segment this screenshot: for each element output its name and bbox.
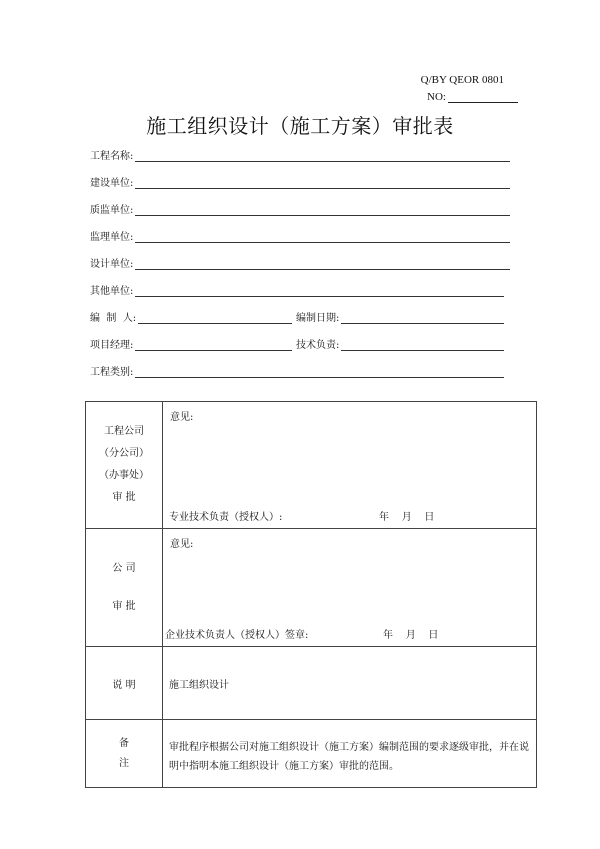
remarks-cell: [163, 720, 537, 788]
field-compiler: [90, 309, 292, 324]
opinion-label: 意见:: [170, 539, 194, 550]
label-line: （分公司）: [99, 448, 149, 459]
label-line: 备: [119, 737, 129, 749]
label-line: （办事处）: [99, 470, 149, 481]
construction-unit-blank[interactable]: [135, 177, 510, 189]
document-number-label: NO:: [427, 91, 446, 103]
page-title: 施工组织设计（施工方案）审批表: [146, 114, 454, 138]
company-approval-cell[interactable]: [163, 529, 537, 647]
label-line: 审 批: [112, 492, 136, 503]
project-manager-blank[interactable]: [135, 339, 292, 351]
field-quality-supervision-unit: [90, 201, 510, 216]
field-label: 设计单位:: [90, 259, 134, 270]
table-row-remarks: [86, 720, 537, 788]
field-project-manager: [90, 336, 292, 351]
date-label: 年 月 日: [383, 630, 439, 641]
description-content: 施工组织设计: [169, 679, 229, 691]
design-unit-blank[interactable]: [135, 258, 510, 270]
label-line: 工程公司: [104, 426, 144, 437]
field-project-category: [90, 363, 504, 378]
compiler-blank[interactable]: [138, 312, 292, 324]
field-label: 项目经理:: [90, 340, 134, 351]
label-line: 注: [119, 757, 129, 769]
opinion-label: 意见:: [170, 412, 194, 423]
document-number-blank[interactable]: [448, 90, 518, 103]
branch-approval-cell[interactable]: [163, 402, 537, 529]
signature-line: [165, 626, 439, 641]
compile-date-blank[interactable]: [341, 312, 504, 324]
tech-lead-blank[interactable]: [341, 339, 504, 351]
other-unit-blank[interactable]: [135, 285, 504, 297]
description-cell[interactable]: [163, 647, 537, 720]
field-label: 工程名称:: [90, 151, 134, 162]
table-row-branch-approval: [86, 402, 537, 529]
field-label: 编 制 人:: [90, 313, 137, 324]
label-line: 公 司: [112, 562, 136, 574]
approval-table: [85, 401, 537, 788]
signature-label: 企业技术负责人（授权人）签章:: [165, 630, 309, 641]
document-code: Q/BY QEOR 0801: [420, 74, 504, 86]
remarks-label: [86, 720, 163, 788]
field-other-unit: [90, 282, 504, 297]
signature-line: [169, 508, 435, 523]
signature-label: 专业技术负责（授权人）:: [169, 512, 283, 523]
field-label: 技术负责:: [296, 340, 340, 351]
field-construction-unit: [90, 174, 510, 189]
project-name-blank[interactable]: [135, 150, 510, 162]
date-label: 年 月 日: [379, 512, 435, 523]
field-label: 建设单位:: [90, 178, 134, 189]
field-project-name: [90, 147, 510, 162]
table-row-description: [86, 647, 537, 720]
label-line: 审 批: [112, 600, 136, 612]
document-number: [427, 90, 518, 103]
table-row-company-approval: [86, 529, 537, 647]
field-label: 工程类别:: [90, 367, 134, 378]
field-supervision-unit: [90, 228, 510, 243]
field-design-unit: [90, 255, 510, 270]
field-compile-date: [296, 309, 504, 324]
field-label: 编制日期:: [296, 313, 340, 324]
field-tech-lead: [296, 336, 504, 351]
remarks-content: 审批程序根据公司对施工组织设计（施工方案）编制范围的要求逐级审批，并在说明中指明本施工组织设计（施工方案）审批的范围。: [169, 742, 529, 772]
field-label: 监理单位:: [90, 232, 134, 243]
field-label: 质监单位:: [90, 205, 134, 216]
company-approval-label: [86, 529, 163, 647]
supervision-unit-blank[interactable]: [135, 231, 510, 243]
description-label: 说 明: [86, 647, 163, 720]
branch-approval-label: [86, 402, 163, 529]
project-category-blank[interactable]: [135, 366, 504, 378]
quality-supervision-unit-blank[interactable]: [135, 204, 510, 216]
field-label: 其他单位:: [90, 286, 134, 297]
